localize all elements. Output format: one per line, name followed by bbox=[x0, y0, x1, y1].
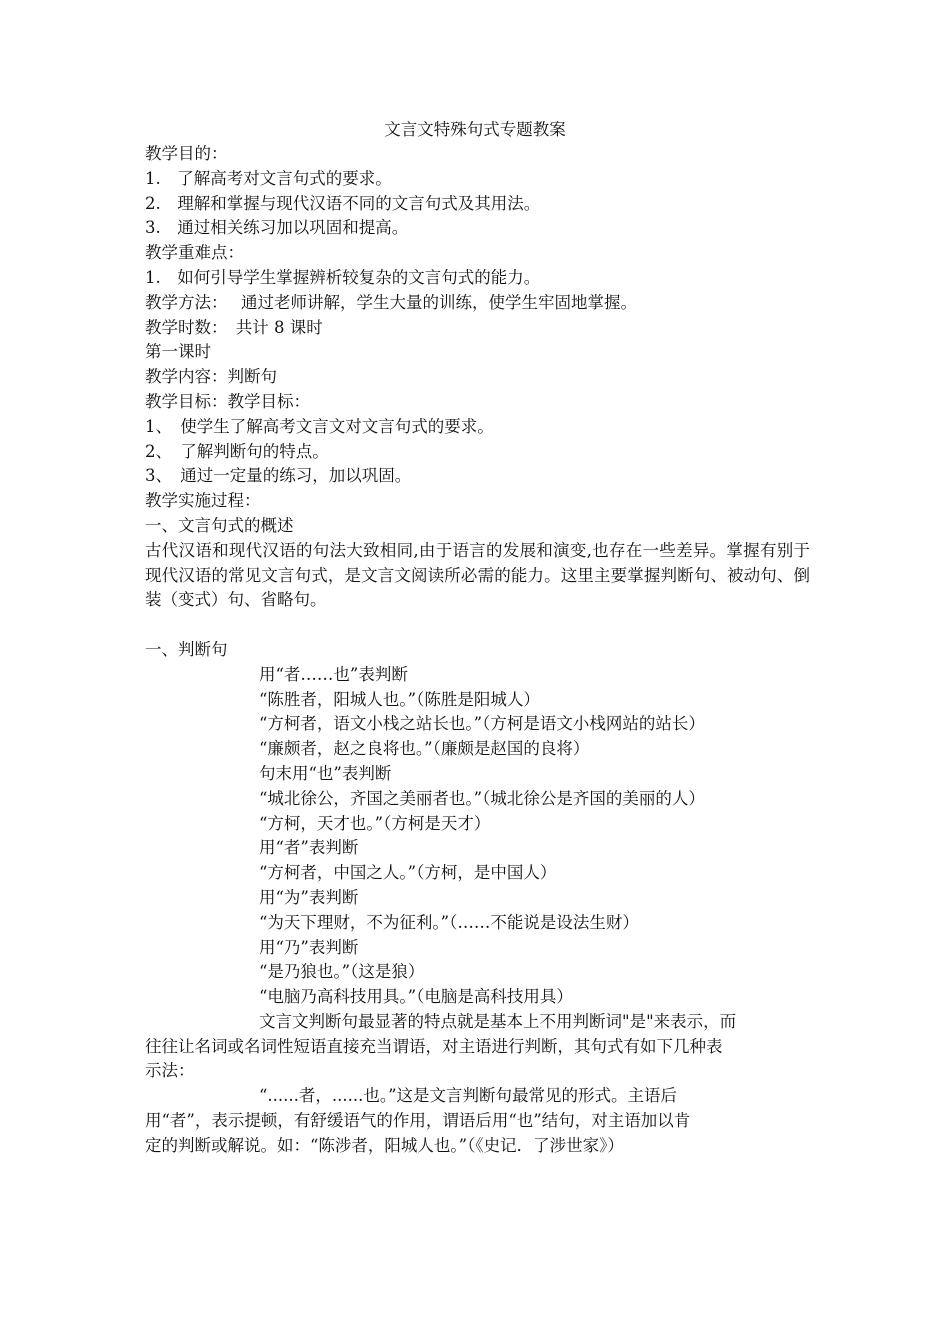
paragraph-line: 示法： bbox=[145, 1061, 195, 1081]
example-line: “是乃狼也。”（这是狼） bbox=[259, 962, 425, 982]
document-body bbox=[145, 142, 810, 1159]
example-line: “方柯者，语文小栈之站长也。”（方柯是语文小栈网站的站长） bbox=[259, 714, 705, 734]
example-line: “城北徐公，齐国之美丽者也。”（城北徐公是齐国的美丽的人） bbox=[259, 788, 705, 808]
paragraph-line: 往往让名词或名词性短语直接充当谓语，对主语进行判断，其句式有如下几种表 bbox=[145, 1036, 723, 1056]
paragraph-line: 定的判断或解说。如：“陈涉者，阳城人也。”（《史记．了涉世家》） bbox=[145, 1135, 624, 1155]
text-line: 教学内容：判断句 bbox=[145, 367, 277, 387]
text-line: 3、 通过一定量的练习，加以巩固。 bbox=[145, 466, 412, 486]
text-line: 教学方法： 通过老师讲解，学生大量的训练，使学生牢固地掌握。 bbox=[145, 292, 637, 312]
text-line: 第一课时 bbox=[145, 342, 211, 362]
example-line: “方柯，天才也。”（方柯是天才） bbox=[259, 813, 491, 833]
text-line: 1. 了解高考对文言句式的要求。 bbox=[145, 168, 392, 188]
example-line: 用“者”表判断 bbox=[259, 838, 359, 858]
example-line: “为天下理财，不为征利。”（……不能说是设法生财） bbox=[259, 912, 639, 932]
paragraph-line: 用“者”，表示提顿，有舒缓语气的作用，谓语后用“也”结句，对主语加以肯 bbox=[145, 1111, 691, 1131]
document-title: 文言文特殊句式专题教案 bbox=[384, 120, 566, 139]
text-line: 教学时数： 共计 8 课时 bbox=[145, 317, 323, 337]
text-line: 教学目标：教学目标： bbox=[145, 391, 310, 411]
text-line: 1、 使学生了解高考文言文对文言句式的要求。 bbox=[145, 416, 494, 436]
text-line: 1. 如何引导学生掌握辨析较复杂的文言句式的能力。 bbox=[145, 267, 541, 287]
section-heading: 一、判断句 bbox=[145, 639, 228, 659]
blank-line bbox=[145, 613, 810, 638]
example-line: “廉颇者，赵之良将也。”（廉颇是赵国的良将） bbox=[259, 739, 590, 759]
example-line: 用“者……也”表判断 bbox=[259, 664, 408, 684]
example-line: 用“乃”表判断 bbox=[259, 937, 359, 957]
text-line: 教学实施过程： bbox=[145, 491, 261, 511]
example-line: 句末用“也”表判断 bbox=[259, 763, 392, 783]
text-line: 教学目的： bbox=[145, 144, 228, 163]
example-line: “陈胜者，阳城人也。”（陈胜是阳城人） bbox=[259, 689, 540, 709]
paragraph-first-line: “......者，......也。”这是文言判断句最常见的形式。主语后 bbox=[259, 1086, 678, 1106]
paragraph-first-line: 文言文判断句最显著的特点就是基本上不用判断词"是"来表示，而 bbox=[259, 1011, 737, 1031]
example-line: 用“为”表判断 bbox=[259, 887, 359, 907]
text-line: 教学重难点： bbox=[145, 243, 244, 263]
overview-paragraph: 古代汉语和现代汉语的句法大致相同,由于语言的发展和演变,也存在一些差异。掌握有别于现代汉语的常见文言句式，是文言文阅读所必需的能力。这里主要掌握判断句、被动句、倒装（变式）句、省略句。 bbox=[145, 540, 810, 610]
example-line: “电脑乃高科技用具。”（电脑是高科技用具） bbox=[259, 987, 573, 1007]
text-line: 2. 理解和掌握与现代汉语不同的文言句式及其用法。 bbox=[145, 193, 541, 213]
example-line: “方柯者，中国之人。”（方柯，是中国人） bbox=[259, 863, 557, 883]
text-line: 一、文言句式的概述 bbox=[145, 515, 294, 535]
text-line: 2、 了解判断句的特点。 bbox=[145, 441, 329, 461]
text-line: 3. 通过相关练习加以巩固和提高。 bbox=[145, 218, 409, 238]
